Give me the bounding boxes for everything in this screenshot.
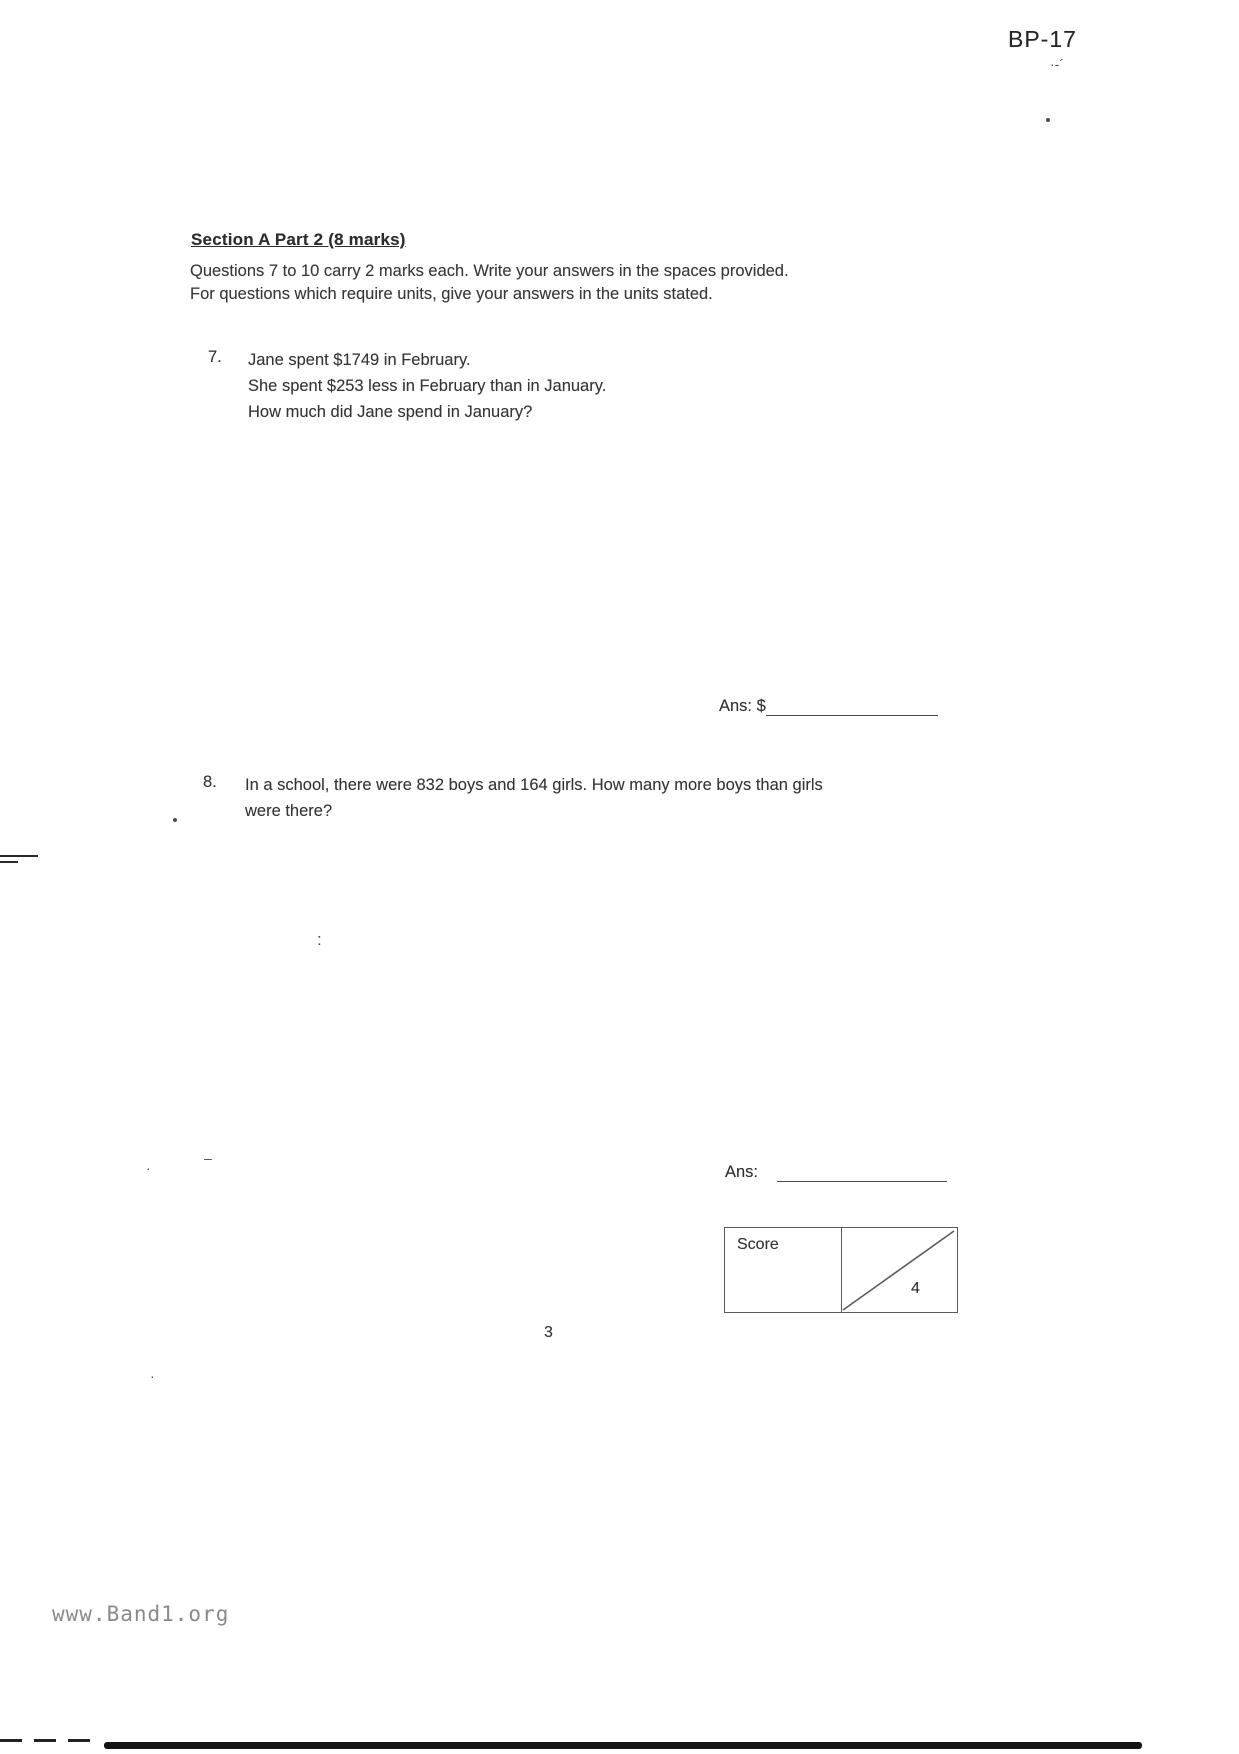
question-7-line-2: She spent $253 less in February than in January. — [248, 377, 607, 395]
scan-artifact — [1046, 118, 1050, 122]
question-8-text — [245, 772, 823, 824]
instructions-line-2: For questions which require units, give your answers in the units stated. — [190, 285, 713, 303]
scan-artifact-bottom-bar — [104, 1742, 1142, 1749]
scan-artifact — [173, 818, 177, 822]
question-8-answer-blank — [777, 1163, 947, 1182]
scan-artifact: · — [150, 1368, 155, 1384]
question-8-number: 8. — [203, 773, 217, 791]
score-value: 4 — [911, 1280, 920, 1297]
section-heading: Section A Part 2 (8 marks) — [191, 230, 406, 249]
question-7-line-3: How much did Jane spend in January? — [248, 403, 533, 421]
scan-artifact-bottom-left — [0, 1739, 96, 1742]
question-8-line-1: In a school, there were 832 boys and 164 girls. How many more boys than girls — [245, 776, 823, 794]
scan-artifact-edge — [0, 861, 18, 863]
scan-artifact: ·‑´ — [1050, 56, 1064, 72]
question-7-number: 7. — [208, 348, 222, 366]
question-7-text — [248, 347, 606, 425]
score-label: Score — [737, 1236, 779, 1253]
question-8-answer-row — [725, 1163, 947, 1182]
section-instructions — [190, 260, 789, 306]
question-7-answer-blank — [766, 697, 938, 716]
scan-artifact: · — [146, 1160, 151, 1176]
question-8-answer-label: Ans: — [725, 1163, 759, 1181]
question-7-answer-row — [719, 697, 938, 716]
watermark: www.Band1.org — [52, 1602, 230, 1626]
scan-artifact-edge — [0, 855, 38, 857]
score-diagonal-line — [725, 1228, 957, 1312]
instructions-line-1: Questions 7 to 10 carry 2 marks each. Write your answers in the spaces provided. — [190, 262, 789, 280]
question-7-line-1: Jane spent $1749 in February. — [248, 351, 471, 369]
score-box — [724, 1227, 958, 1313]
question-7-answer-label: Ans: $ — [719, 697, 766, 715]
page-number: 3 — [544, 1324, 553, 1341]
scan-artifact-colon: : — [317, 930, 322, 949]
doc-code: BP-17 — [1008, 26, 1077, 52]
scan-artifact: – — [204, 1150, 212, 1166]
question-8-line-2: were there? — [245, 802, 333, 820]
